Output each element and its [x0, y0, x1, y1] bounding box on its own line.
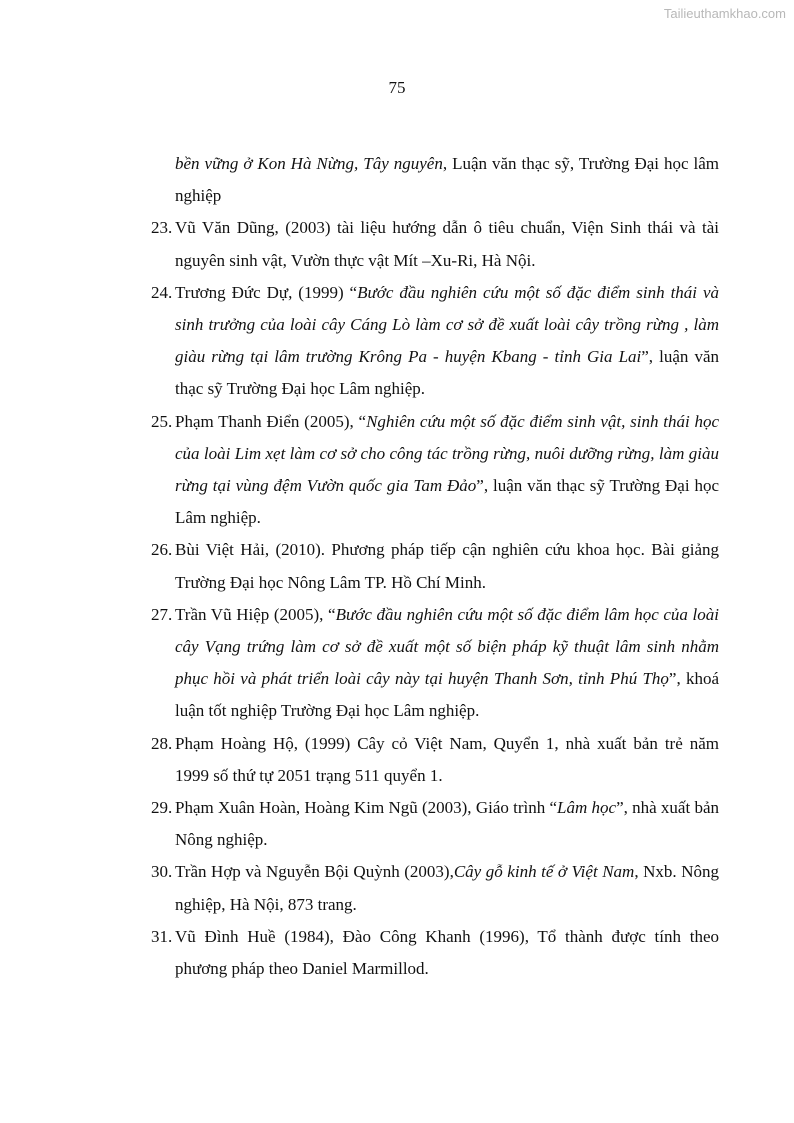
reference-number: 31. [151, 926, 173, 946]
reference-number: 30. [151, 862, 173, 882]
reference-text: ”, luận văn thạc sỹ Trường Đại học Lâm nghiệp. [175, 476, 719, 528]
reference-text: Bùi Việt Hải, (2010). Phương pháp tiếp cận nghiên cứu khoa học. Bài giảng Trường Đại học Nông Lâm TP. Hồ Chí Minh. [175, 540, 719, 592]
reference-text: ”, luận văn thạc sỹ Trường Đại học Lâm nghiệp. [175, 347, 719, 399]
reference-item [151, 792, 719, 856]
reference-title-italic: Cây gỗ kinh tế ở Việt Nam [453, 862, 635, 882]
reference-title-italic: Bước đầu nghiên cứu một số đặc điểm sinh thái và sinh trưởng của loài cây Cáng Lò làm cơ sở đề xuất loài cây trồng rừng , làm giàu rừng tại lâm trường Krông Pa - huyện Kbang - tỉnh Gia Lai [175, 282, 720, 367]
reference-item [151, 534, 719, 598]
reference-title-italic: Bước đầu nghiên cứu một số đặc điểm lâm học của loài cây Vạng trứng làm cơ sở đề xuất một số biện pháp kỹ thuật lâm sinh nhằm phục hồi và phát triển loài cây này tại huyện Thanh Sơn, tỉnh Phú Thọ [175, 604, 719, 689]
reference-number: 27. [151, 604, 173, 624]
reference-item [151, 921, 719, 985]
reference-item [151, 856, 719, 920]
reference-number: 29. [151, 798, 173, 818]
reference-text: Phạm Hoàng Hộ, (1999) Cây cỏ Việt Nam, Quyển 1, nhà xuất bản trẻ năm 1999 số thứ tự 2051 trạng 511 quyển 1. [175, 733, 719, 785]
reference-text: Trần Hợp và Nguyễn Bội Quỳnh (2003), [175, 862, 454, 882]
reference-number: 28. [151, 733, 173, 753]
reference-text: , Luận văn thạc sỹ, Trường Đại học lâm nghiệp [175, 154, 719, 206]
reference-item [151, 728, 719, 792]
reference-item [151, 148, 719, 212]
reference-item [151, 212, 719, 276]
reference-title-italic: Nghiên cứu một số đặc điểm sinh vật, sinh thái học của loài Lim xẹt làm cơ sở cho công tác trồng rừng, nuôi dưỡng rừng, làm giàu rừng tại vùng đệm Vườn quốc gia Tam Đảo [175, 411, 719, 496]
reference-number: 23. [151, 218, 173, 238]
reference-number: 24. [151, 282, 173, 302]
reference-text: Vũ Đình Huề (1984), Đào Công Khanh (1996), Tổ thành được tính theo phương pháp theo Daniel Marmillod. [175, 926, 719, 979]
reference-text: Trần Vũ Hiệp (2005), “ [175, 604, 336, 624]
reference-text: Phạm Xuân Hoàn, Hoàng Kim Ngũ (2003), Giáo trình “ [175, 798, 558, 818]
reference-list [151, 148, 719, 985]
page-number: 75 [388, 78, 406, 97]
reference-text: ”, nhà xuất bản Nông nghiệp. [175, 798, 720, 850]
reference-item [151, 277, 719, 406]
reference-text: Phạm Thanh Điển (2005), “ [175, 411, 367, 431]
reference-item [151, 599, 719, 728]
reference-text: ”, khoá luận tốt nghiệp Trường Đại học Lâm nghiệp. [175, 669, 720, 721]
reference-title-italic: bền vững ở Kon Hà Nừng, Tây nguyên [175, 154, 443, 173]
watermark: Tailieuthamkhao.com [663, 6, 786, 21]
reference-title-italic: Lâm học [557, 798, 617, 818]
reference-number: 25. [151, 411, 173, 431]
reference-item [151, 406, 719, 535]
reference-number: 26. [151, 540, 173, 560]
reference-text: Trương Đức Dự, (1999) “ [175, 282, 358, 302]
reference-text: , Nxb. Nông nghiệp, Hà Nội, 873 trang. [175, 862, 719, 914]
reference-text: Vũ Văn Dũng, (2003) tài liệu hướng dẫn ô tiêu chuẩn, Viện Sinh thái và tài nguyên sinh vật, Vườn thực vật Mít –Xu-Ri, Hà Nội. [175, 218, 719, 270]
